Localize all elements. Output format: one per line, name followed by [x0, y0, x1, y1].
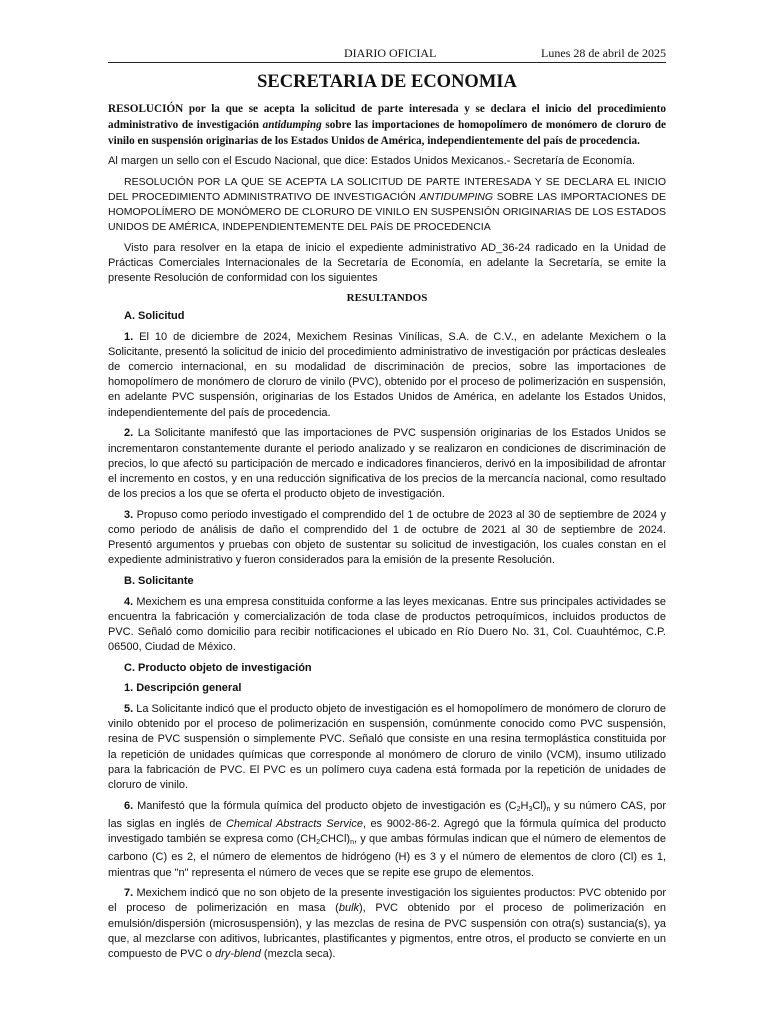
p6-text-d: y su número CAS, por las siglas en inglés de: [108, 799, 666, 830]
paragraph-text: El 10 de diciembre de 2024, Mexichem Resinas Vinílicas, S.A. de C.V., en adelante Mexichem o la Solicitante, presentó la solicitud de inicio del procedimiento administrativo de investigación por prácticas desleales de comercio internacional, en su modalidad de discriminación de precios, sobre las importaciones de homopolímero de monómero de cloruro de vinilo (PVC), obtenido por el proceso de polimerización en suspensión, en adelante PVC suspensión, originarias de los Estados Unidos de América, en adelante los Estados Unidos, independientemente del país de procedencia.: [108, 330, 666, 419]
p6-subscript: n: [350, 839, 354, 847]
page-header: [108, 44, 666, 64]
section-c-heading: C. Producto objeto de investigación: [124, 661, 312, 674]
paragraph-3: [108, 508, 666, 569]
section-b-heading: B. Solicitante: [124, 575, 194, 588]
document-body: [108, 72, 666, 968]
p6-text-a: Manifestó que la fórmula química del producto objeto de investigación es (C: [133, 799, 517, 812]
p7-text-a: Mexichem indicó que no son objeto de la presente investigación los siguientes productos: PVC obtenido por el proceso de polimerización en masa (: [108, 887, 666, 915]
resolution-caps-title: [108, 175, 666, 236]
p7-text-c: (mezcla seca).: [260, 948, 336, 961]
paragraph-number: 6.: [124, 799, 134, 812]
caps-italic: ANTIDUMPING: [419, 190, 494, 203]
publication-name: DIARIO OFICIAL: [344, 46, 437, 60]
paragraph-4: [108, 595, 666, 656]
p6-subscript: 2: [516, 805, 521, 813]
p6-text-f: CHCl): [320, 833, 351, 846]
visto-paragraph: Visto para resolver en la etapa de inicio el expediente administrativo AD_36-24 radicado en la Unidad de Prácticas Comerciales Internacionales de la Secretaría de Economía, en adelante la Secretaría, se emite la presente Resolución de conformidad con los siguientes: [108, 242, 666, 285]
paragraph-text: Propuso como periodo investigado el comprendido del 1 de octubre de 2023 al 30 de septiembre de 2024 y como periodo de análisis de daño el comprendido del 1 de octubre de 2021 al 30 de septiembre de 2024. Presentó argumentos y pruebas con objeto de sustentar su solicitud de investigación, los cuales constan en el expediente administrativo y fueron considerados para la emisión de la presente Resolución.: [108, 508, 666, 567]
resolution-lead: [108, 101, 666, 149]
resultandos-heading: RESULTANDOS: [346, 292, 428, 305]
paragraph-number: 3.: [124, 508, 134, 521]
paragraph-number: 1.: [124, 330, 134, 343]
paragraph-number: 7.: [124, 887, 134, 900]
paragraph-text: La Solicitante manifestó que las importaciones de PVC suspensión originarias de los Estados Unidos se incrementaron constantemente durante el periodo analizado y se realizaron en condiciones de discriminación de precios, lo que afectó su participación de mercado e indicadores financieros, derivó en la imposibilidad de afrontar el incremento en costos, y en una reducción significativa de los precios de la mercancía nacional, como resultado de los precios a los que se oferta el producto objeto de investigación.: [108, 427, 666, 501]
seal-note: Al margen un sello con el Escudo Nacional, que dice: Estados Unidos Mexicanos.- Secretaría de Economía.: [108, 155, 636, 167]
paragraph-number: 2.: [124, 427, 134, 440]
p6-text-c: Cl): [532, 799, 547, 812]
p6-subscript: 3: [528, 805, 533, 813]
header-rule: [108, 62, 666, 63]
page-title: SECRETARIA DE ECONOMIA: [257, 72, 517, 92]
paragraph-text: Mexichem es una empresa constituida conforme a las leyes mexicanas. Entre sus principales actividades se encuentra la fabricación y comercialización de toda clase de productos petroquímicos, incluidos productos de PVC. Señaló como domicilio para recibir notificaciones el ubicado en Río Duero No. 31, Col. Cuauhtémoc, C.P. 06500, Ciudad de México.: [108, 595, 666, 654]
caps-text-1: RESOLUCIÓN POR LA QUE SE ACEPTA LA SOLICITUD DE PARTE INTERESADA Y SE DECLARA EL INICIO DEL PROCEDIMIENTO ADMINISTRATIVO DE INVESTIGACIÓN: [108, 175, 666, 203]
p7-text-b: ), PVC obtenido por el proceso de polimerización en emulsión/dispersión (microsuspensión), y las mezclas de resina de PVC suspensión con otra(s) sustancia(s), ya que, al mezclarse con aditivos, lubricantes, plastificantes y pigmentos, entre otros, el producto se convierte en un compuesto de PVC o: [108, 902, 666, 961]
paragraph-6: [108, 799, 666, 881]
paragraph-2: [108, 426, 666, 502]
paragraph-5: [108, 702, 666, 793]
paragraph-text: La Solicitante indicó que el producto objeto de investigación es el homopolímero de monómero de cloruro de vinilo obtenido por el proceso de polimerización en suspensión, comúnmente conocido como PVC suspensión, resina de PVC suspensión o simplemente PVC. Señaló que consiste en una resina termoplástica constituida por la repetición de unidades químicas que corresponde al monómero de cloruro de vinilo (VCM), insumo utilizado para la fabricación de PVC. El PVC es un polímero cuya cadena está formada por la repetición de unidades de cloruro de vinilo.: [108, 702, 666, 791]
p7-italic: bulk: [338, 902, 360, 915]
p6-text-b: H: [520, 799, 529, 812]
caps-text-2: SOBRE LAS IMPORTACIONES DE HOMOPOLÍMERO DE MONÓMERO DE CLORURO DE VINILO EN SUSPENSIÓN ORIGINARIAS DE LOS ESTADOS UNIDOS DE AMÉRICA, INDEPENDIENTEMENTE DEL PAÍS DE PROCEDENCIA: [108, 190, 666, 234]
section-a-heading: A. Solicitud: [124, 310, 185, 323]
section-c1-heading: 1. Descripción general: [124, 682, 242, 695]
lead-text-1: RESOLUCIÓN por la que se acepta la solicitud de parte interesada y se declara el inicio del procedimiento administrativo de investigación: [108, 103, 666, 131]
publication-date: Lunes 28 de abril de 2025: [541, 46, 666, 60]
paragraph-7: [108, 886, 666, 962]
p7-italic: dry-blend: [215, 948, 261, 961]
p6-subscript: n: [546, 805, 551, 813]
paragraph-number: 4.: [124, 595, 134, 608]
lead-text-2: sobre las importaciones de homopolímero de monómero de cloruro de vinilo en suspensión originarias de los Estados Unidos de América, independientemente del país de procedencia.: [108, 119, 666, 147]
p6-text-g: , y que ambas fórmulas indican que el número de elementos de carbono (C) es 2, el número de elementos de hidrógeno (H) es 3 y el número de elementos de cloro (Cl) es 1, mientras que "n" representa el número de veces que se repite ese grupo de elementos.: [108, 833, 667, 879]
paragraph-1: [108, 330, 666, 421]
p6-subscript: 2: [316, 839, 321, 847]
paragraph-number: 5.: [124, 702, 134, 715]
lead-italic: antidumping: [262, 119, 322, 131]
p6-text-e: , es 9002-86-2. Agregó que la fórmula química del producto investigado también se expresa como (CH: [108, 817, 666, 846]
p6-italic: Chemical Abstracts Service: [225, 817, 363, 830]
